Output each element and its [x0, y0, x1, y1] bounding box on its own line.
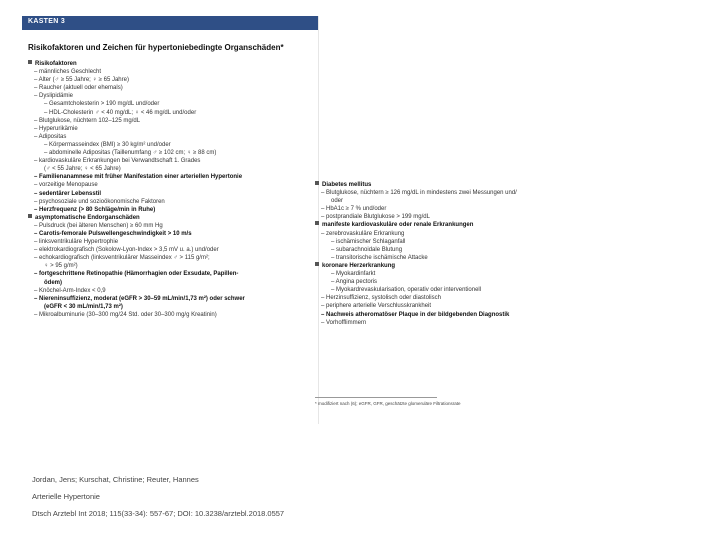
list-item: – postprandiale Blutglukose > 199 mg/dL — [321, 214, 430, 221]
list-item: – Myokardinfarkt — [331, 271, 376, 278]
list-item: – Carotis-femorale Pulswellengeschwindigkeit > 10 m/s — [34, 230, 192, 237]
section-heading: Diabetes mellitus — [315, 181, 517, 189]
left-column — [28, 60, 245, 319]
list-item: – HbA1c ≥ 7 % und/oder — [321, 206, 387, 213]
section-heading: koronare Herzerkrankung — [315, 262, 517, 270]
list-item: – männliches Geschlecht — [34, 69, 102, 76]
list-item: (eGFR < 30 mL/min/1,73 m²) — [44, 303, 123, 310]
list-item: – vorzeitige Menopause — [34, 182, 98, 189]
list-item: – subarachnoidale Blutung — [331, 246, 403, 253]
list-item: – Alter (♂ ≥ 55 Jahre; ♀ ≥ 65 Jahre) — [34, 77, 129, 84]
list-item: – Dyslipidämie — [34, 93, 74, 100]
list-item: (♂ < 55 Jahre; ♀ < 65 Jahre) — [44, 166, 121, 173]
list-item: – Körpermasseindex (BMI) ≥ 30 kg/m² und/oder — [44, 141, 171, 148]
list-item: ♀ > 95 g/m²) — [44, 263, 78, 270]
list-item: ödem) — [44, 279, 62, 286]
section-heading: asymptomatische Endorganschäden — [28, 214, 245, 222]
box-title: Risikofaktoren und Zeichen für hypertoniebedingte Organschäden* — [28, 43, 284, 52]
list-item: – fortgeschrittene Retinopathie (Hämorrhagien oder Exsudate, Papillen- — [34, 271, 239, 278]
list-item: – echokardiografisch (linksventrikulärer Masseindex ♂ > 115 g/m²; — [34, 255, 210, 262]
citation-title: Arterielle Hypertonie — [32, 492, 100, 501]
list-item: oder — [331, 198, 344, 205]
list-item: – Pulsdruck (bei älteren Menschen) ≥ 60 mm Hg — [34, 222, 163, 229]
list-item: – Vorhofflimmern — [321, 319, 367, 326]
list-item: – abdominelle Adipositas (Taillenumfang ♂ ≥ 102 cm; ♀ ≥ 88 cm) — [44, 150, 217, 157]
footnote-divider — [315, 397, 437, 398]
footnote: * modifiziert nach (6); eGFR, GFR, geschätzte glomeruläre Filtrationsrate — [315, 401, 461, 406]
box-header — [22, 16, 318, 30]
list-item: – kardiovaskuläre Erkrankungen bei Verwandtschaft 1. Grades — [34, 158, 201, 165]
list-item: – sedentärer Lebensstil — [34, 190, 102, 197]
citation-authors: Jordan, Jens; Kurschat, Christine; Reuter, Hannes — [32, 475, 199, 484]
section-heading: Risikofaktoren — [28, 60, 245, 68]
list-item: – Gesamtcholesterin > 190 mg/dL und/oder — [44, 101, 160, 108]
list-item: – HDL-Cholesterin ♂ < 40 mg/dL; ♀ < 46 mg/dL und/oder — [44, 109, 197, 116]
list-item: – Adipositas — [34, 133, 67, 140]
list-item: – Herzinsuffizienz, systolisch oder diastolisch — [321, 295, 441, 302]
citation-journal: Dtsch Arztebl Int 2018; 115(33-34): 557-67; DOI: 10.3238/arztebl.2018.0557 — [32, 509, 285, 518]
list-item: – Knöchel-Arm-Index < 0,9 — [34, 287, 106, 294]
list-item: – zerebrovaskuläre Erkrankung — [321, 230, 405, 237]
list-item: – Myokardrevaskularisation, operativ oder interventionell — [331, 287, 482, 294]
list-item: – Angina pectoris — [331, 279, 378, 286]
right-column — [315, 181, 517, 327]
list-item: – transitorische ischämische Attacke — [331, 254, 428, 261]
list-item: – Blutglukose, nüchtern ≥ 126 mg/dL in mindestens zwei Messungen und/ — [321, 190, 517, 197]
list-item: – linksventrikuläre Hypertrophie — [34, 239, 119, 246]
list-item: – elektrokardiografisch (Sokolow-Lyon-Index > 3,5 mV u. a.) und/oder — [34, 247, 219, 254]
list-item: – Hyperurikämie — [34, 125, 78, 132]
list-item: – psychosoziale und sozioökonomische Faktoren — [34, 198, 165, 205]
list-item: – Familienanamnese mit früher Manifestation einer arteriellen Hypertonie — [34, 174, 243, 181]
section-heading: manifeste kardiovaskuläre oder renale Erkrankungen — [315, 221, 517, 229]
list-item: – ischämischer Schlaganfall — [331, 238, 406, 245]
list-item: – Niereninsuffizienz, moderat (eGFR > 30–59 mL/min/1,73 m²) oder schwer — [34, 295, 245, 302]
list-item: – Herzfrequenz (> 80 Schläge/min in Ruhe) — [34, 206, 156, 213]
list-item: – periphere arterielle Verschlusskrankheit — [321, 303, 432, 310]
box-label: KASTEN 3 — [28, 18, 66, 25]
list-item: – Mikroalbuminurie (30–300 mg/24 Std. oder 30–300 mg/g Kreatinin) — [34, 311, 217, 318]
list-item: – Blutglukose, nüchtern 102–125 mg/dL — [34, 117, 141, 124]
list-item: – Nachweis atheromatöser Plaque in der bildgebenden Diagnostik — [321, 311, 510, 318]
list-item: – Raucher (aktuell oder ehemals) — [34, 85, 123, 92]
